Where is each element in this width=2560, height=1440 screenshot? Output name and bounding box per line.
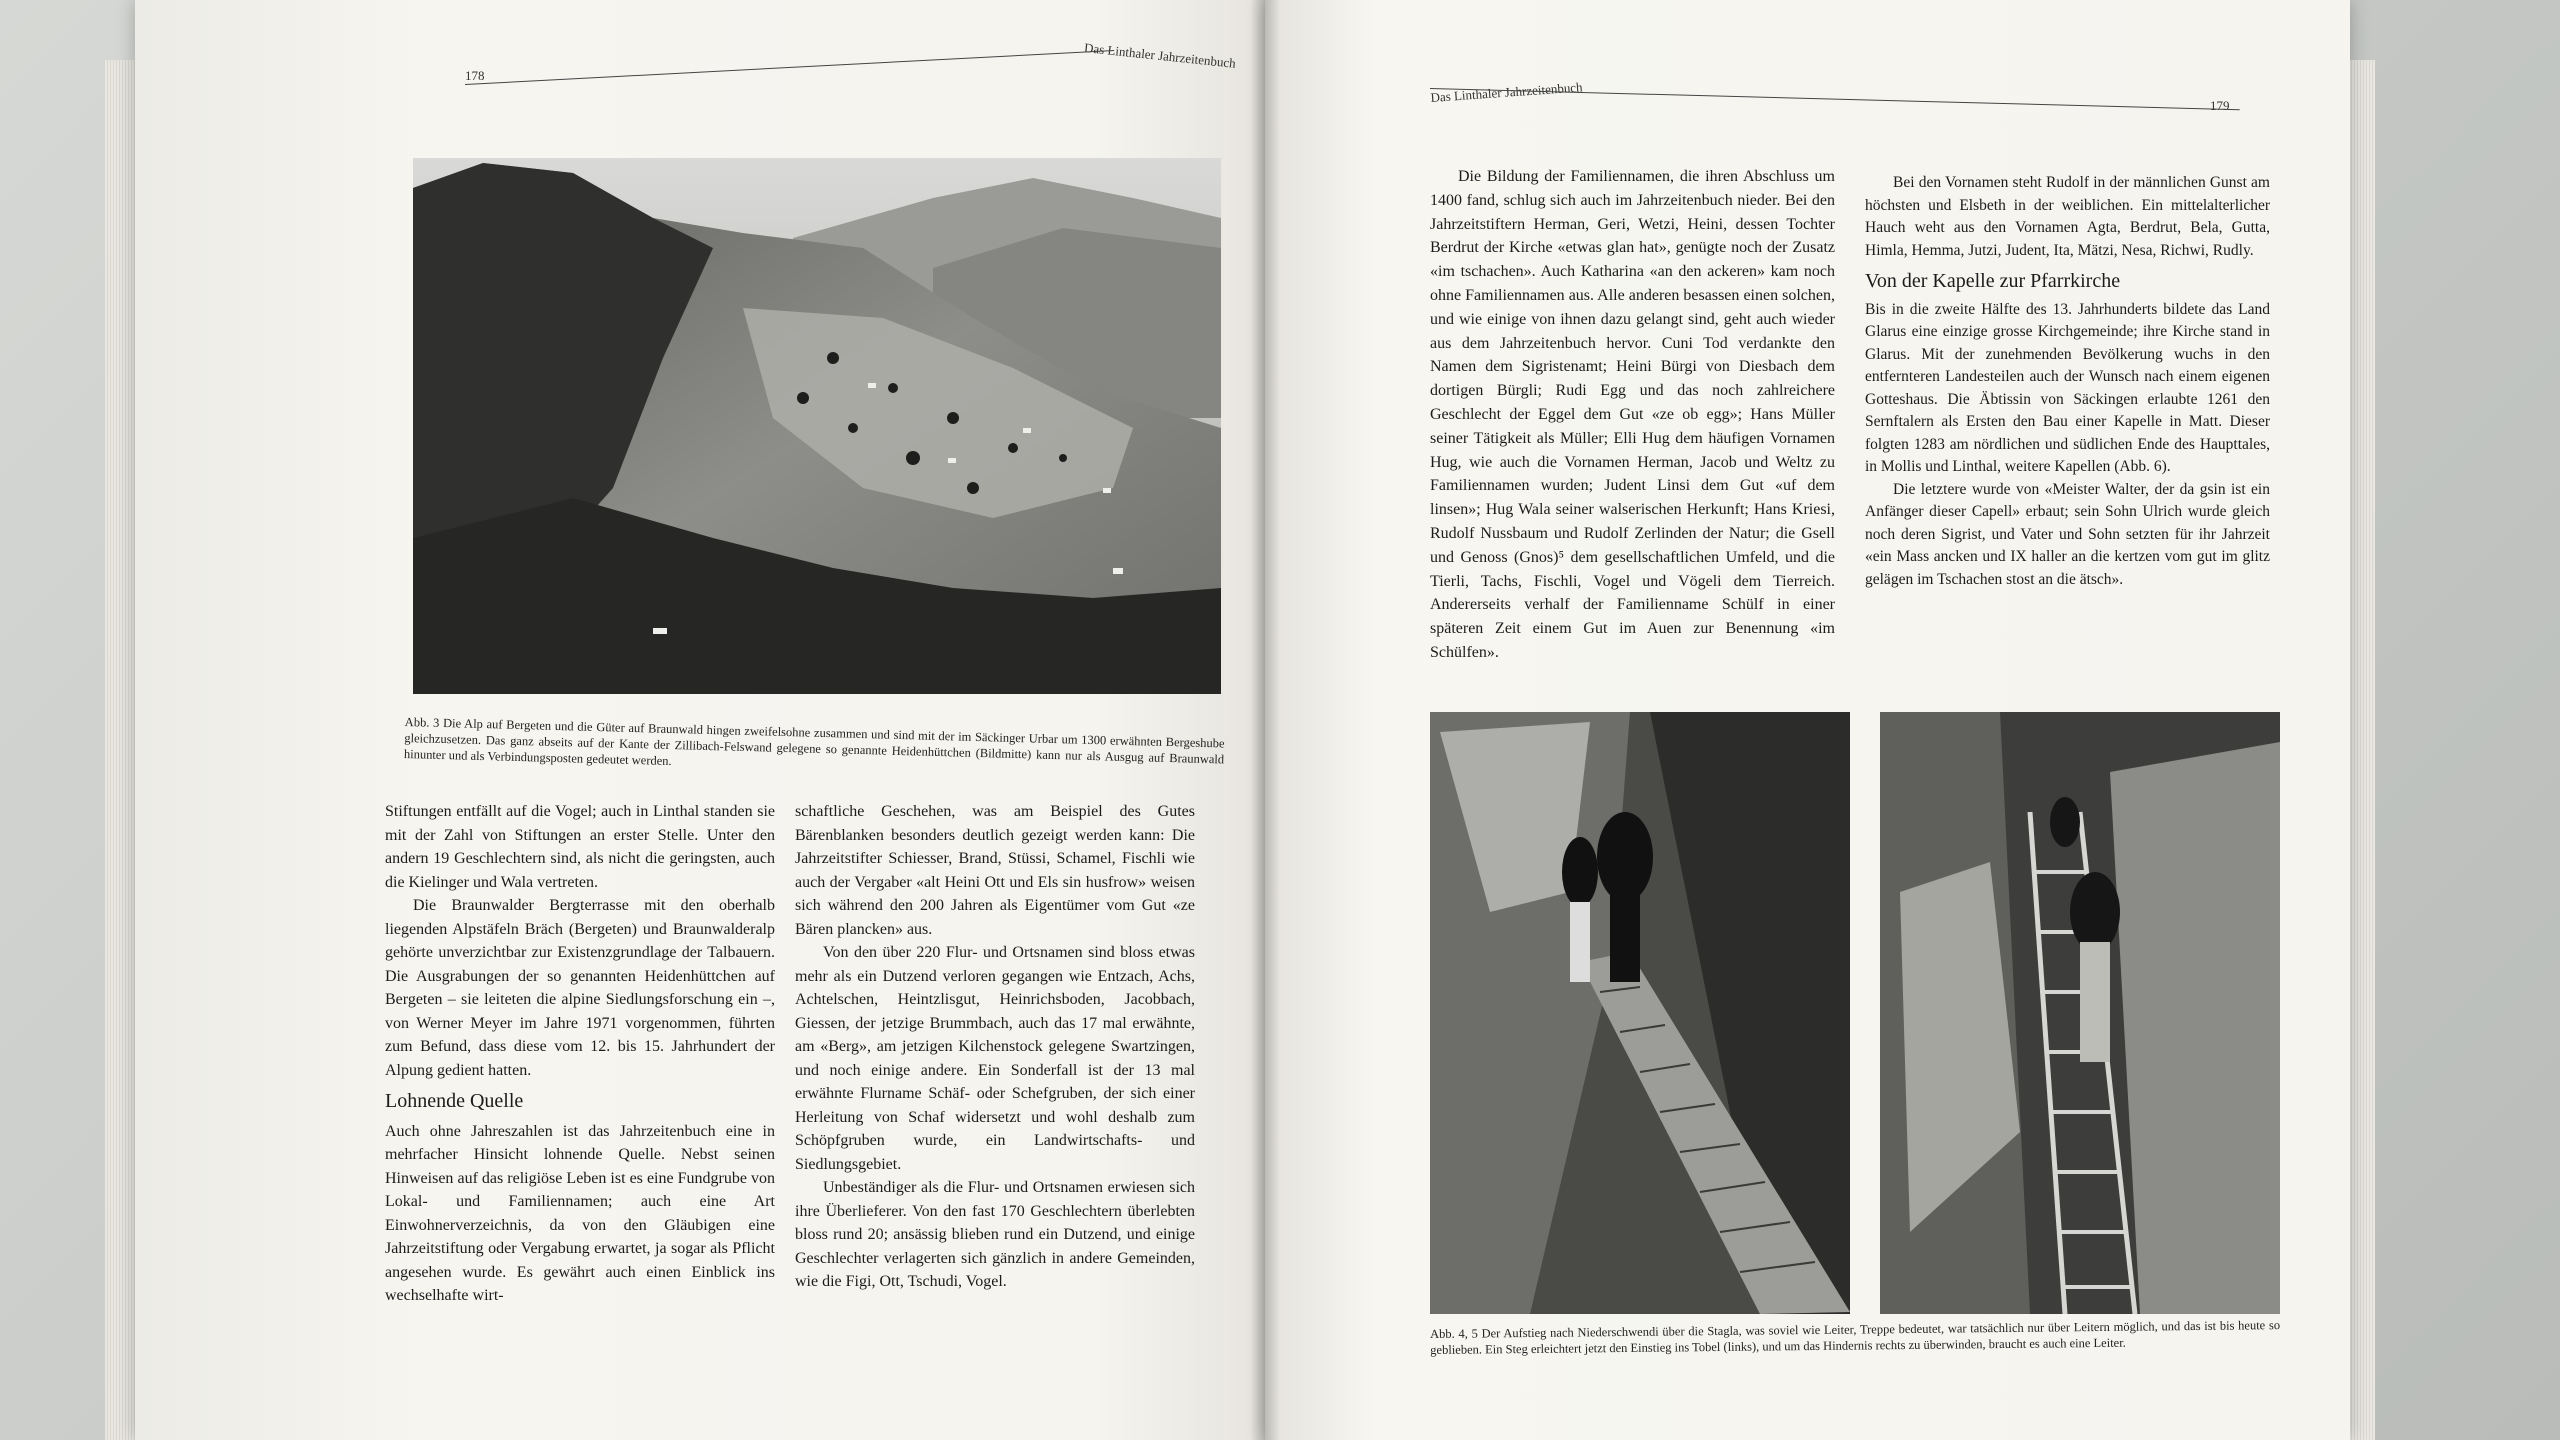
right-page-column-1 xyxy=(1430,165,1835,665)
book-gutter xyxy=(1250,0,1280,1440)
running-head-right: Das Linthaler Jahrzeitenbuch xyxy=(1430,79,1584,105)
header-rule-right xyxy=(1430,88,2240,110)
paragraph: Die Bildung der Familiennamen, die ihren Abschluss um 1400 fand, schlug sich auch im Jahrzeitenbuch nieder. Bei den Jahrzeitstiftern Herman, Geri, Wetzi, Heini, dessen Tochter Berdrut der Kirche «etwas glan hat», genügte noch der Zusatz «im tschachen». Auch Katharina «an den ackeren» kam noch ohne Familiennamen aus. Alle anderen besassen einen solchen, und wie einige von ihnen dazu gelangt sind, geht auch wieder aus dem Jahrzeitenbuch hervor. Cuni Tod verdankte den Namen dem Sigristenamt; Heini Bürgi von Diesbach dem dortigen Bürgli; Rudi Egg und das noch zahlreichere Geschlecht der Eggel dem Gut «ze ob egg»; Hans Müller seiner Tätigkeit als Müller; Elli Hug dem häufigen Vornamen Hug, wie auch die Vornamen Herman, Jacob und Weltz zu Familiennamen wurden; Judent Linsi dem Gut «uf dem linsen»; Hug Wala seiner walserischen Herkunft; Hans Kriesi, Rudolf Nussbaum und Rudolf Zerlinden der Natur; die Gsell und Genoss (Gnos)⁵ dem gesellschaftlichen Umfeld, und die Tierli, Tachs, Fischli, Vogel und Vögeli dem Tierreich. Andererseits verhalf der Familienname Schülf in einer späteren Zeit einem Gut im Auen zur Benennung «im Schülfen». xyxy=(1430,168,1835,661)
page-number-right: 179 xyxy=(2210,98,2230,113)
paragraph: schaftliche Geschehen, was am Beispiel des Gutes Bärenblanken besonders deutlich gezeigt werden kann: Die Jahrzeitstifter Schiesser, Brand, Stüssi, Schamel, Fischli wie auch der Vergaber «alt Heini Ott und Els sin husfrow» weisen sich während den 200 Jahren als Eigentümer vom Gut «ze Bären plancken» aus. xyxy=(795,803,1195,938)
photo-leiter xyxy=(1880,712,2280,1314)
paragraph: Unbeständiger als die Flur- und Ortsnamen erwiesen sich ihre Überlieferer. Von den fast 170 Geschlechtern überlebten bloss rund 20; ansässig blieben rund ein Dutzend, und einige Geschlechter verlagerten sich gänzlich in andere Gemeinden, wie die Figi, Ott, Tschudi, Vogel. xyxy=(795,1179,1195,1290)
paragraph: Bei den Vornamen steht Rudolf in der männlichen Gunst am höchsten und Elsbeth in der weiblichen. Ein mittelalterlicher Hauch weht aus den Vornamen Agta, Berdrut, Bela, Gutta, Himla, Hemma, Jutzi, Judent, Ita, Mätzi, Nesa, Richwi, Rudly. xyxy=(1865,174,2270,259)
right-page xyxy=(1265,0,2350,1440)
right-page-column-2 xyxy=(1865,172,2270,591)
photo-steg-tobel xyxy=(1430,712,1850,1314)
paragraph: Von den über 220 Flur- und Ortsnamen sind bloss etwas mehr als ein Dutzend verloren gegangen wie Entzach, Achs, Achtelschen, Heintzlisgut, Heinrichsboden, Jacobbach, Giessen, der jetzige Brummbach, auch das 17 mal erwähnte, am «Berg», am jetzigen Kilchenstock gelegene Swartzingen, und noch einige andere. Ein Sonderfall ist der 13 mal erwähnte Flurname Schäf- oder Schefgruben, der sich einer Herleitung von Schaf widersetzt und wohl deshalb zum Schöpfgruben wurde, ein Landwirtschafts- und Siedlungsgebiet. xyxy=(795,944,1195,1173)
open-book xyxy=(135,0,2350,1440)
mountain-landscape-image xyxy=(413,158,1221,694)
section-heading-kapelle: Von der Kapelle zur Pfarrkirche xyxy=(1865,270,2121,292)
figure-caption-abb3: Abb. 3 Die Alp auf Bergeten und die Güter auf Braunwald hingen zweifelsohne zusammen und sind mit der im Säckinger Urbar um 1300 erwähnten Bergeshube gleichzusetzen. Das ganz abseits auf der Kante der Zillibach-Felswand gelegene so genannte Heidenhüttchen (Bildmitte) kann nur als Ausgug auf Braunwald hinunter und als Verbindungsposten gedeutet werden. xyxy=(403,714,1225,768)
left-page xyxy=(135,0,1265,1440)
running-head-left: Das Linthaler Jahrzeitenbuch xyxy=(1083,40,1237,71)
paragraph: Auch ohne Jahreszahlen ist das Jahrzeitenbuch eine in mehrfacher Hinsicht lohnende Quelle. Nebst seinen Hinweisen auf das religiöse Leben ist es eine Fundgrube von Lokal- und Familiennamen; auch eine Art Einwohnerverzeichnis, da von den Gläubigen eine Jahrzeitstiftung oder Vergabung erwartet, ja sogar als Pflicht angesehen wurde. Es gewährt auch einen Einblick ins wechselhafte wirt- xyxy=(385,1122,775,1304)
figure-caption-abb4-5: Abb. 4, 5 Der Aufstieg nach Niederschwendi über die Stagla, was soviel wie Leiter, Treppe bedeutet, war tatsächlich nur über Leitern möglich, und das ist bis heute so geblieben. Ein Steg erleichtert jetzt den Einstieg ins Tobel (links), und um das Hindernis rechts zu überwinden, braucht es auch eine Leiter. xyxy=(1430,1318,2281,1357)
page-number-left: 178 xyxy=(465,68,485,83)
section-heading-lohnende-quelle: Lohnende Quelle xyxy=(385,1090,524,1112)
ladder-image xyxy=(1880,712,2280,1314)
paragraph: Stiftungen entfällt auf die Vogel; auch in Linthal standen sie mit der Zahl von Stiftungen an erster Stelle. Unter den andern 19 Geschlechtern sind, als nicht die geringsten, auch die Kielinger und Wala vertreten. xyxy=(385,803,775,891)
left-page-column-1 xyxy=(385,800,775,1308)
left-page-column-2 xyxy=(795,800,1195,1294)
header-rule-left xyxy=(465,50,1114,85)
paragraph: Bis in die zweite Hälfte des 13. Jahrhunderts bildete das Land Glarus eine einzige grosse Kirchgemeinde; ihre Kirche stand in Glarus. Mit der zunehmenden Bevölkerung wuchs in den entfernteren Landesteilen auch der Wunsch nach einem eigenen Gotteshaus. Die Äbtissin von Säckingen erlaubte 1261 den Sernftalern als Ersten den Bau einer Kapelle in Matt. Dieser folgten 1283 am nördlichen und südlichen Ende des Haupttales, in Mollis und Linthal, weitere Kapellen (Abb. 6). xyxy=(1865,300,2270,475)
footbridge-image xyxy=(1430,712,1850,1314)
paragraph: Die letztere wurde von «Meister Walter, der da gsin ist ein Anfänger dieser Capell» erbaut; sein Sohn Ulrich wurde gleich noch deren Sigrist, und Vater und Sohn setzten für ihr Jahrzeit «ein Mass ancken und IX haller an die kertzen vom gut im glitz gelägen im Tschachen stost an die ätsch». xyxy=(1865,480,2270,588)
photo-alp-bergeten xyxy=(413,158,1221,694)
paragraph: Die Braunwalder Bergterrasse mit den oberhalb liegenden Alpstäfeln Bräch (Bergeten) und Braunwalderalp gehörte unverzichtbar zur Existenzgrundlage der Talbauern. Die Ausgrabungen der so genannten Heidenhüttchen auf Bergeten – sie leiteten die alpine Siedlungsforschung ein –, von Werner Meyer im Jahre 1971 vorgenommen, führten zum Befund, dass diese vom 12. bis 15. Jahrhundert der Alpung gedient hatten. xyxy=(385,897,775,1079)
